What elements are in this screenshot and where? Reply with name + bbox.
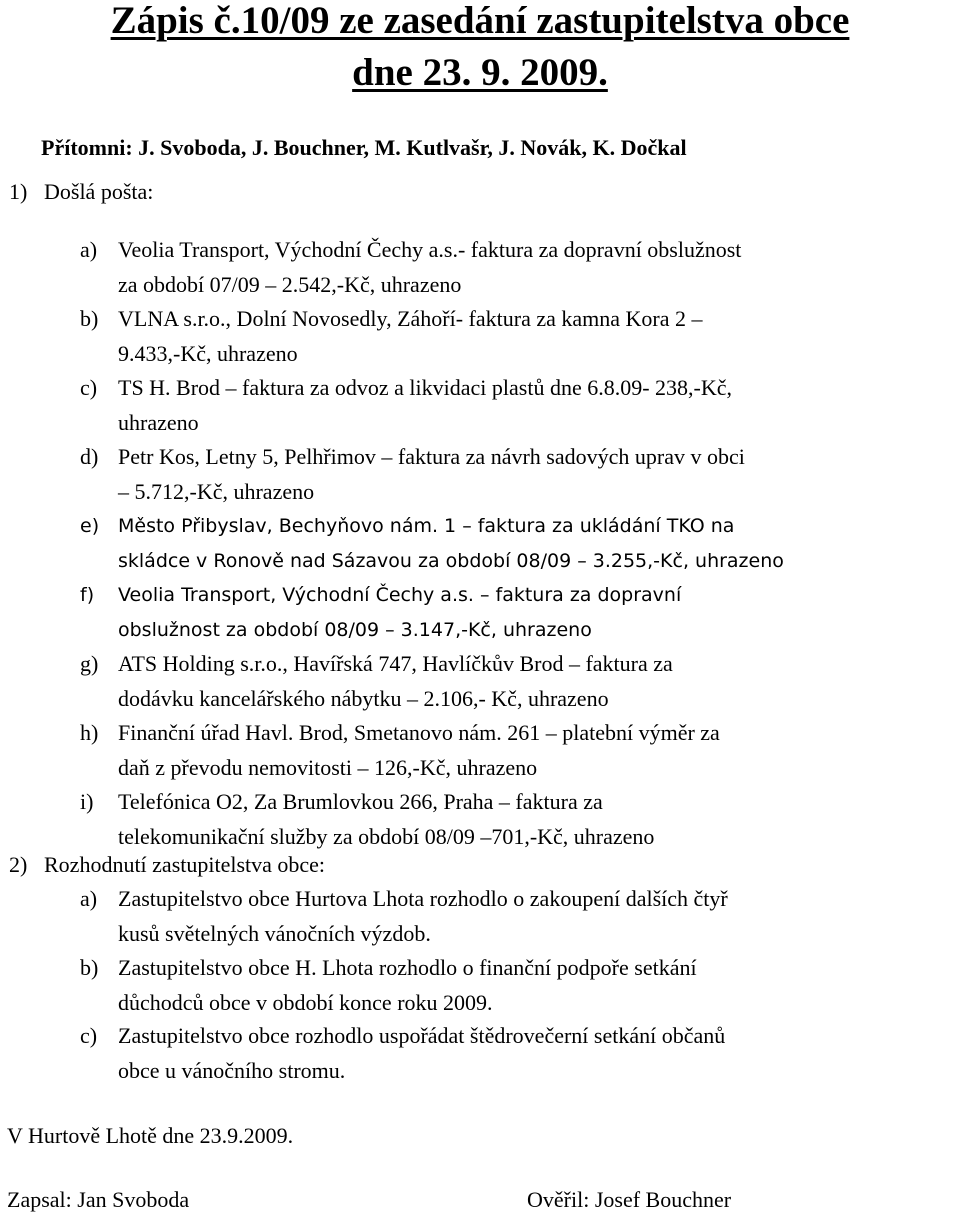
item-text-line-2: obslužnost za období 08/09 – 3.147,-Kč, uhrazeno: [118, 618, 592, 641]
item-text-line-1: Veolia Transport, Východní Čechy a.s. – faktura za dopravní: [118, 584, 682, 606]
item-text-line-2: telekomunikační služby za období 08/09 –701,-Kč, uhrazeno: [118, 823, 655, 849]
item-text-line-1: Veolia Transport, Východní Čechy a.s.- faktura za dopravní obslužnost: [118, 237, 742, 262]
section-1-number: 1): [9, 179, 28, 204]
item-text-line-2: důchodců obce v období konce roku 2009.: [118, 989, 493, 1015]
section-2-number: 2): [9, 852, 28, 877]
item-text-line-2: – 5.712,-Kč, uhrazeno: [118, 478, 315, 504]
recorded-by: Zapsal: Jan Svoboda: [7, 1187, 190, 1212]
item-text-line-1: Zastupitelstvo obce H. Lhota rozhodlo o finanční podpoře setkání: [118, 955, 697, 980]
place-and-date: V Hurtově Lhotě dne 23.9.2009.: [7, 1123, 294, 1148]
item-text-line-1: Město Přibyslav, Bechyňovo nám. 1 – faktura za ukládání TKO na: [118, 515, 735, 537]
document-title-line-2: dne 23. 9. 2009.: [352, 51, 608, 94]
item-label: g): [80, 651, 99, 676]
item-text-line-2: obce u vánočního stromu.: [118, 1057, 346, 1083]
item-label: b): [80, 955, 99, 980]
item-text-line-1: Zastupitelstvo obce rozhodlo uspořádat štědrovečerní setkání občanů: [118, 1023, 726, 1048]
section-2-title: Rozhodnutí zastupitelstva obce:: [44, 852, 326, 877]
item-text-line-1: Zastupitelstvo obce Hurtova Lhota rozhodlo o zakoupení dalších čtyř: [118, 886, 728, 911]
item-label: a): [80, 237, 98, 262]
item-text-line-1: ATS Holding s.r.o., Havířská 747, Havlíčkův Brod – faktura za: [118, 651, 673, 676]
item-label: h): [80, 720, 99, 745]
item-label: c): [80, 375, 98, 400]
item-text-line-2: za období 07/09 – 2.542,-Kč, uhrazeno: [118, 271, 462, 297]
item-label: c): [80, 1023, 98, 1048]
item-text-line-2: dodávku kancelářského nábytku – 2.106,- Kč, uhrazeno: [118, 685, 609, 711]
item-text-line-2: skládce v Ronově nad Sázavou za období 08/09 – 3.255,-Kč, uhrazeno: [118, 549, 784, 572]
section-1-title: Došlá pošta:: [44, 179, 154, 204]
item-label: b): [80, 306, 99, 331]
verified-by: Ověřil: Josef Bouchner: [527, 1187, 732, 1212]
item-label: i): [80, 789, 94, 814]
item-text-line-1: Telefónica O2, Za Brumlovkou 266, Praha – faktura za: [118, 789, 603, 814]
item-text-line-1: VLNA s.r.o., Dolní Novosedly, Záhoří- faktura za kamna Kora 2 –: [118, 306, 703, 331]
item-label: d): [80, 444, 99, 469]
document-title-line-1: Zápis č.10/09 ze zasedání zastupitelstva obce: [110, 0, 850, 42]
attendees-line: Přítomni: J. Svoboda, J. Bouchner, M. Kutlvašr, J. Novák, K. Dočkal: [41, 135, 687, 160]
item-text-line-1: Petr Kos, Letny 5, Pelhřimov – faktura za návrh sadových uprav v obci: [118, 444, 745, 469]
item-label: a): [80, 886, 98, 911]
item-text-line-2: 9.433,-Kč, uhrazeno: [118, 340, 298, 366]
item-text-line-2: uhrazeno: [118, 409, 199, 435]
item-text-line-1: TS H. Brod – faktura za odvoz a likvidaci plastů dne 6.8.09- 238,-Kč,: [118, 375, 733, 400]
item-text-line-1: Finanční úřad Havl. Brod, Smetanovo nám. 261 – platební výměr za: [118, 720, 720, 745]
item-label: e): [80, 515, 100, 537]
item-text-line-2: daň z převodu nemovitosti – 126,-Kč, uhrazeno: [118, 754, 538, 780]
item-text-line-2: kusů světelných vánočních výzdob.: [118, 920, 431, 946]
item-label: f): [80, 584, 95, 606]
